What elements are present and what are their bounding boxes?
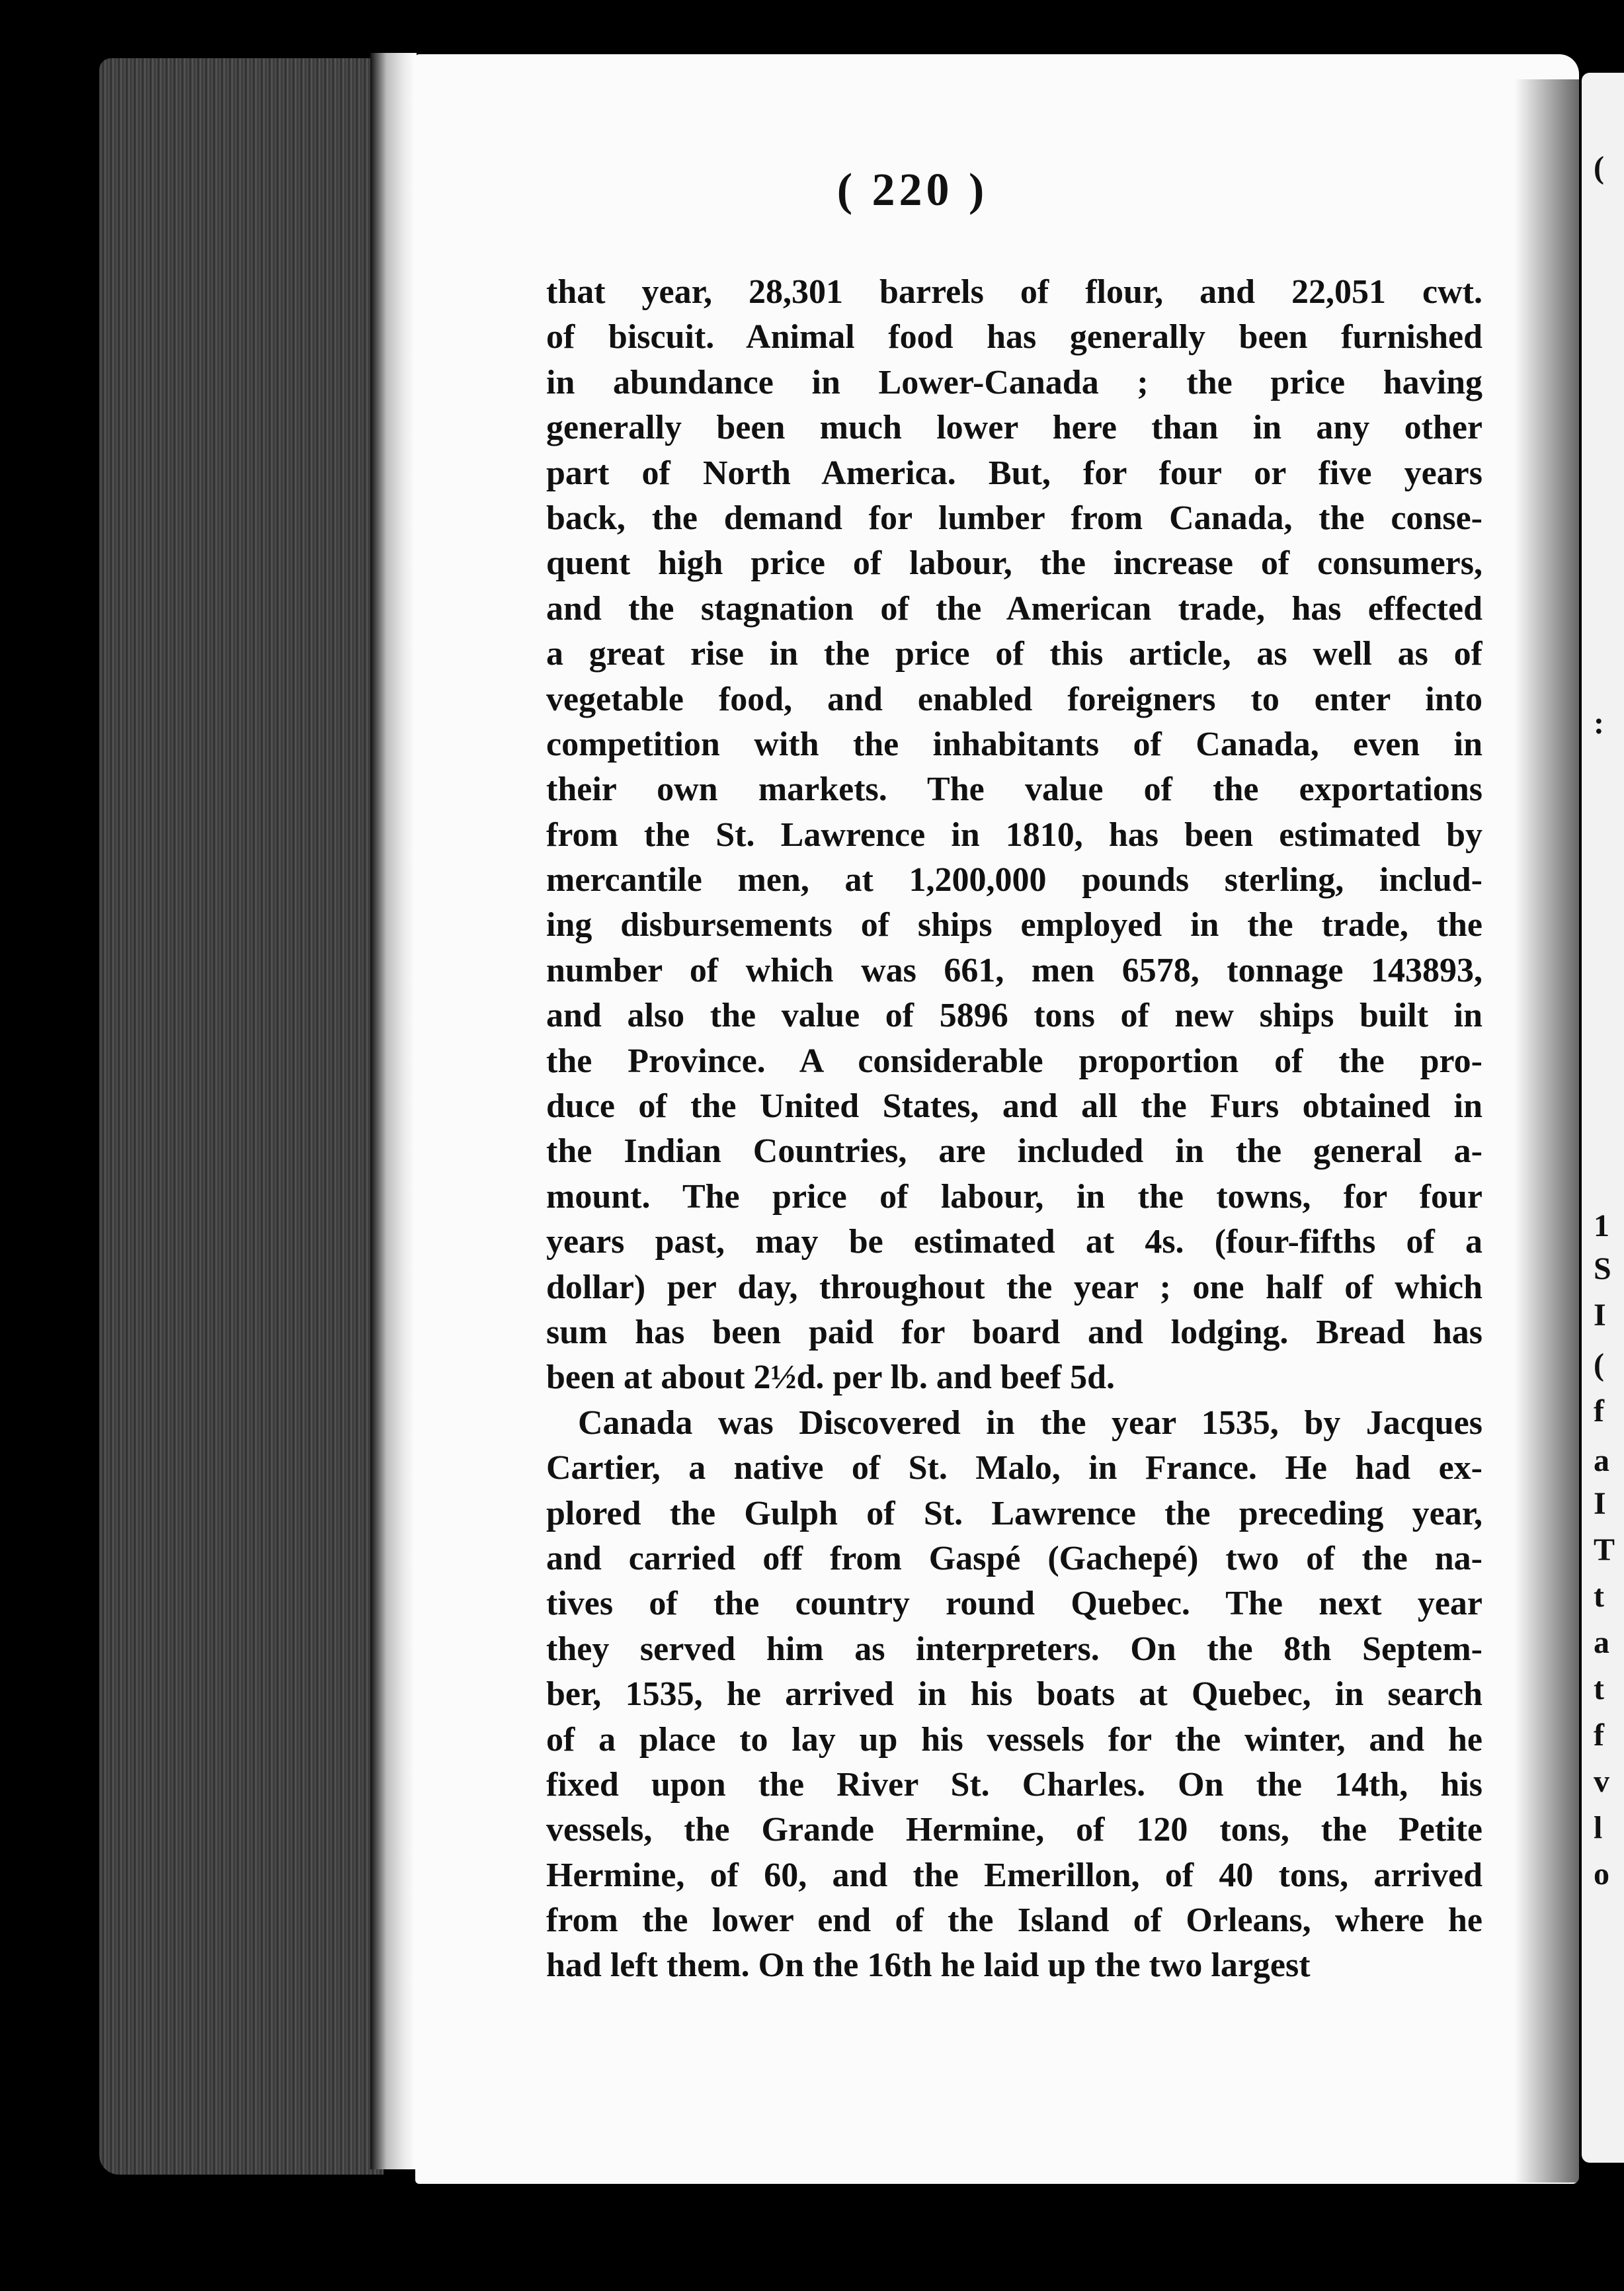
page-shadow xyxy=(1514,79,1580,2183)
text-line: mercantile men, at 1,200,000 pounds sterling, includ- xyxy=(546,861,1482,899)
text-line: their own markets. The value of the exportations xyxy=(546,771,1482,809)
text-line: Hermine, of 60, and the Emerillon, of 40 tons, arrived xyxy=(546,1856,1482,1894)
text-line: tives of the country round Quebec. The next year xyxy=(546,1585,1482,1623)
text-line: from the St. Lawrence in 1810, has been estimated by xyxy=(546,815,1482,854)
text-line: ing disbursements of ships employed in the trade, the xyxy=(546,906,1482,944)
text-line: plored the Gulph of St. Lawrence the preceding year, xyxy=(546,1494,1482,1532)
text-line: generally been much lower here than in any other xyxy=(546,409,1482,447)
facing-page-letter: t xyxy=(1594,1579,1604,1614)
facing-page-letter: a xyxy=(1594,1625,1609,1660)
text-line: and carried off from Gaspé (Gachepé) two of the na- xyxy=(546,1539,1482,1577)
text-line: duce of the United States, and all the Furs obtained in xyxy=(546,1087,1482,1126)
facing-page-letter: 1 xyxy=(1594,1208,1609,1243)
facing-page-letter: ( xyxy=(1594,1347,1604,1382)
text-line: fixed upon the River St. Charles. On the 14th, his xyxy=(546,1765,1482,1804)
text-line: from the lower end of the Island of Orleans, where he xyxy=(546,1901,1482,1940)
text-line: they served him as interpreters. On the 8th Septem- xyxy=(546,1630,1482,1668)
text-line: ber, 1535, he arrived in his boats at Quebec, in search xyxy=(546,1675,1482,1714)
text-line: number of which was 661, men 6578, tonnage 143893, xyxy=(546,951,1482,989)
text-line: Cartier, a native of St. Malo, in France. He had ex- xyxy=(546,1449,1482,1487)
text-line: of biscuit. Animal food has generally been furnished xyxy=(546,318,1482,356)
text-line: Canada was Discovered in the year 1535, by Jacques xyxy=(578,1403,1482,1442)
text-line: of a place to lay up his vessels for the winter, and he xyxy=(546,1720,1482,1759)
text-line: the Indian Countries, are included in the general a- xyxy=(546,1132,1482,1171)
facing-page-letter: I xyxy=(1594,1486,1606,1521)
facing-page-letter: v xyxy=(1594,1764,1609,1799)
facing-page-letter: S xyxy=(1594,1251,1611,1286)
facing-page-letter: T xyxy=(1594,1532,1615,1567)
facing-page-fragment xyxy=(1582,73,1624,2163)
text-line: a great rise in the price of this article, as well as of xyxy=(546,635,1482,673)
text-line: sum has been paid for board and lodging. Bread has xyxy=(546,1313,1482,1351)
page-gutter xyxy=(370,53,417,2169)
facing-page-letter: t xyxy=(1594,1671,1604,1706)
facing-page-letter: ( xyxy=(1594,150,1604,185)
text-line: back, the demand for lumber from Canada, the conse- xyxy=(546,499,1482,537)
text-line: the Province. A considerable proportion of the pro- xyxy=(546,1042,1482,1080)
text-line: had left them. On the 16th he laid up the two largest xyxy=(546,1946,1311,1985)
text-line: part of North America. But, for four or five years xyxy=(546,454,1482,492)
text-line: vessels, the Grande Hermine, of 120 tons, the Petite xyxy=(546,1811,1482,1849)
book-page-edges xyxy=(99,58,384,2175)
text-line: dollar) per day, throughout the year ; one half of which xyxy=(546,1268,1482,1306)
facing-page-letter: o xyxy=(1594,1856,1609,1892)
facing-page-letter: I xyxy=(1594,1298,1606,1333)
facing-page-letter: : xyxy=(1594,706,1604,741)
facing-page-letters xyxy=(1582,73,1624,2163)
text-line: and the stagnation of the American trade, has effected xyxy=(546,589,1482,628)
facing-page-letter: f xyxy=(1594,1394,1604,1429)
text-line: been at about 2½d. per lb. and beef 5d. xyxy=(546,1358,1116,1397)
paragraph xyxy=(546,1401,1482,1989)
text-line: quent high price of labour, the increase of consumers, xyxy=(546,544,1482,583)
body-text xyxy=(546,270,1482,1989)
facing-page-letter: l xyxy=(1594,1810,1603,1845)
page-number: ( 220 ) xyxy=(836,165,989,216)
text-line: in abundance in Lower-Canada ; the price having xyxy=(546,363,1482,401)
text-line: vegetable food, and enabled foreigners to enter into xyxy=(546,680,1482,718)
paragraph xyxy=(546,270,1482,1401)
facing-page-letter: f xyxy=(1594,1718,1604,1753)
text-line: competition with the inhabitants of Canada, even in xyxy=(546,725,1482,763)
facing-page-letter: a xyxy=(1594,1443,1609,1478)
text-line: mount. The price of labour, in the towns, for four xyxy=(546,1177,1482,1216)
text-line: years past, may be estimated at 4s. (four-fifths of a xyxy=(546,1223,1482,1261)
text-line: and also the value of 5896 tons of new ships built in xyxy=(546,997,1482,1035)
text-line: that year, 28,301 barrels of flour, and 22,051 cwt. xyxy=(546,273,1482,311)
